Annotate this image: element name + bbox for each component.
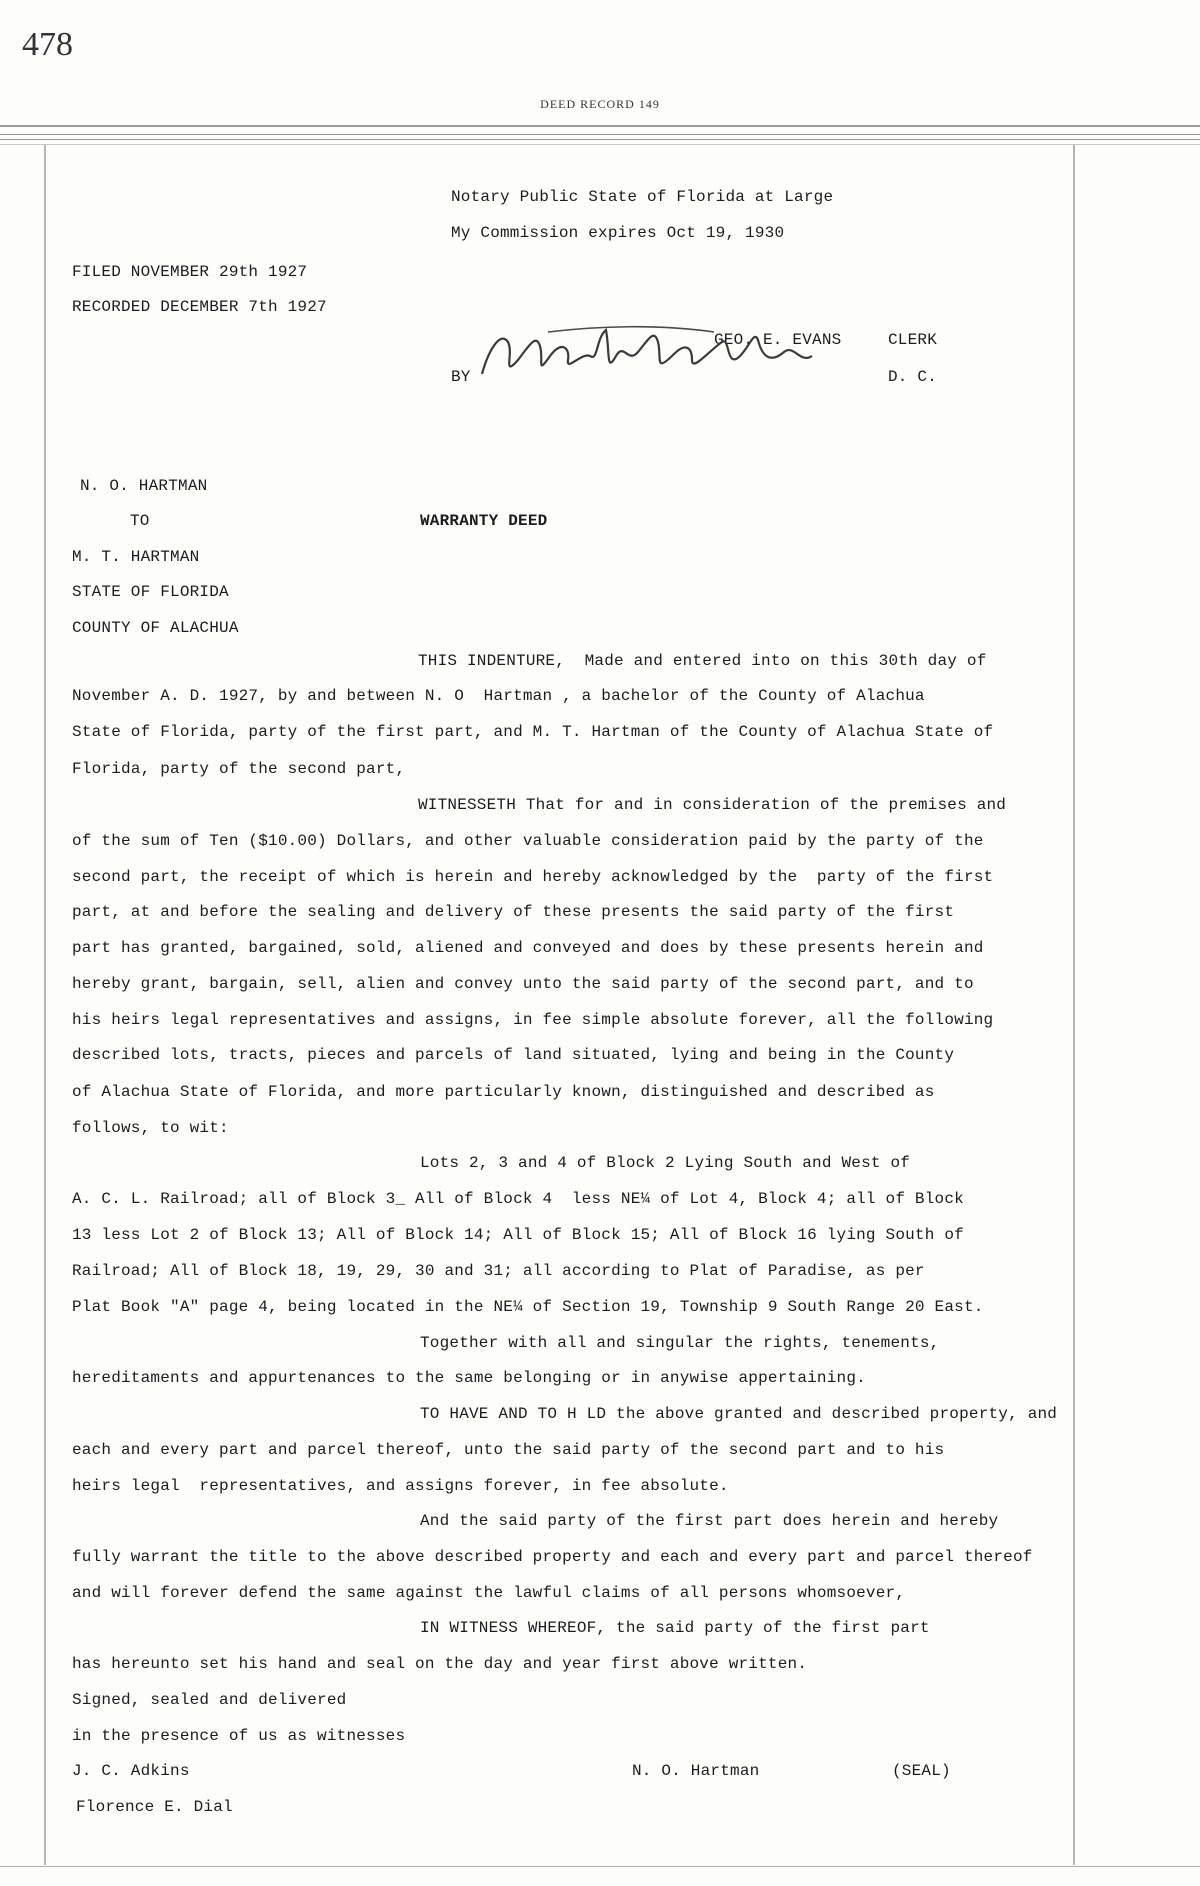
filed-date: FILED NOVEMBER 29th 1927: [72, 263, 308, 281]
header-rule: [0, 125, 1200, 127]
body-line: November A. D. 1927, by and between N. O Hartman , a bachelor of the County of Alachua: [72, 687, 925, 705]
body-line: described lots, tracts, pieces and parcels of land situated, lying and being in the County: [72, 1046, 955, 1064]
clerk-title: CLERK: [888, 331, 938, 349]
body-line: 13 less Lot 2 of Block 13; All of Block 14; All of Block 15; All of Block 16 lying South of: [72, 1226, 964, 1244]
witness-1: J. C. Adkins: [72, 1762, 190, 1780]
deputy-clerk-label: D. C.: [888, 368, 938, 386]
body-line: hereby grant, bargain, sell, alien and convey unto the said party of the second part, and to: [72, 975, 974, 993]
body-line: part has granted, bargained, sold, aliened and conveyed and does by these presents herein and: [72, 939, 984, 957]
page-number: 478: [22, 26, 73, 63]
body-line: of Alachua State of Florida, and more particularly known, distinguished and described as: [72, 1083, 935, 1101]
grantor-name: N. O. HARTMAN: [80, 477, 208, 495]
recorded-date: RECORDED DECEMBER 7th 1927: [72, 298, 327, 316]
body-line: THIS INDENTURE, Made and entered into on this 30th day of: [418, 652, 987, 670]
county-line: COUNTY OF ALACHUA: [72, 619, 239, 637]
right-margin-line: [1073, 145, 1075, 1865]
left-margin-line: [44, 145, 46, 1865]
state-line: STATE OF FLORIDA: [72, 583, 229, 601]
bottom-rule: [0, 1866, 1200, 1867]
header-rule: [0, 134, 1200, 135]
body-line: follows, to wit:: [72, 1119, 229, 1137]
body-line: his heirs legal representatives and assigns, in fee simple absolute forever, all the following: [72, 1011, 994, 1029]
body-line: Lots 2, 3 and 4 of Block 2 Lying South and West of: [420, 1154, 911, 1172]
grantee-name: M. T. HARTMAN: [72, 548, 200, 566]
notary-line-1: Notary Public State of Florida at Large: [451, 188, 834, 206]
body-line: IN WITNESS WHEREOF, the said party of the first part: [420, 1619, 930, 1637]
body-line: TO HAVE AND TO H LD the above granted and described property, and: [420, 1405, 1058, 1423]
body-line: State of Florida, party of the first part, and M. T. Hartman of the County of Alachua State of: [72, 723, 994, 741]
body-line: And the said party of the first part does herein and hereby: [420, 1512, 999, 1530]
body-line: Florida, party of the second part,: [72, 760, 406, 778]
body-line: each and every part and parcel thereof, unto the said party of the second part and to his: [72, 1441, 945, 1459]
notary-line-2: My Commission expires Oct 19, 1930: [451, 224, 785, 242]
body-line: fully warrant the title to the above described property and each and every part and parcel thereof: [72, 1548, 1033, 1566]
body-line: heirs legal representatives, and assigns forever, in fee absolute.: [72, 1477, 729, 1495]
record-header: DEED RECORD 149: [540, 97, 660, 111]
seal-label: (SEAL): [892, 1762, 951, 1780]
to-label: TO: [130, 512, 150, 530]
by-label: BY: [451, 368, 471, 386]
clerk-signature-icon: [478, 312, 818, 392]
body-line: A. C. L. Railroad; all of Block 3_ All of Block 4 less NE¼ of Lot 4, Block 4; all of Block: [72, 1190, 964, 1208]
header-rule: [0, 139, 1200, 140]
body-line: Together with all and singular the rights, tenements,: [420, 1334, 940, 1352]
body-line: has hereunto set his hand and seal on the day and year first above written.: [72, 1655, 808, 1673]
body-line: of the sum of Ten ($10.00) Dollars, and other valuable consideration paid by the party of the: [72, 832, 984, 850]
witness-2: Florence E. Dial: [76, 1798, 233, 1816]
body-line: in the presence of us as witnesses: [72, 1727, 406, 1745]
grantor-signature: N. O. Hartman: [632, 1762, 760, 1780]
body-line: Plat Book "A" page 4, being located in the NE¼ of Section 19, Township 9 South Range 20 East.: [72, 1298, 984, 1316]
body-line: Signed, sealed and delivered: [72, 1691, 347, 1709]
body-line: Railroad; All of Block 18, 19, 29, 30 and 31; all according to Plat of Paradise, as per: [72, 1262, 925, 1280]
header-rule: [0, 144, 1200, 145]
body-line: and will forever defend the same against the lawful claims of all persons whomsoever,: [72, 1584, 906, 1602]
body-line: WITNESSETH That for and in consideration of the premises and: [418, 796, 1007, 814]
clerk-name: GEO. E. EVANS: [714, 331, 842, 349]
body-line: part, at and before the sealing and delivery of these presents the said party of the first: [72, 903, 955, 921]
body-line: second part, the receipt of which is herein and hereby acknowledged by the party of the first: [72, 868, 994, 886]
deed-type: WARRANTY DEED: [420, 512, 548, 530]
body-line: hereditaments and appurtenances to the same belonging or in anywise appertaining.: [72, 1369, 866, 1387]
